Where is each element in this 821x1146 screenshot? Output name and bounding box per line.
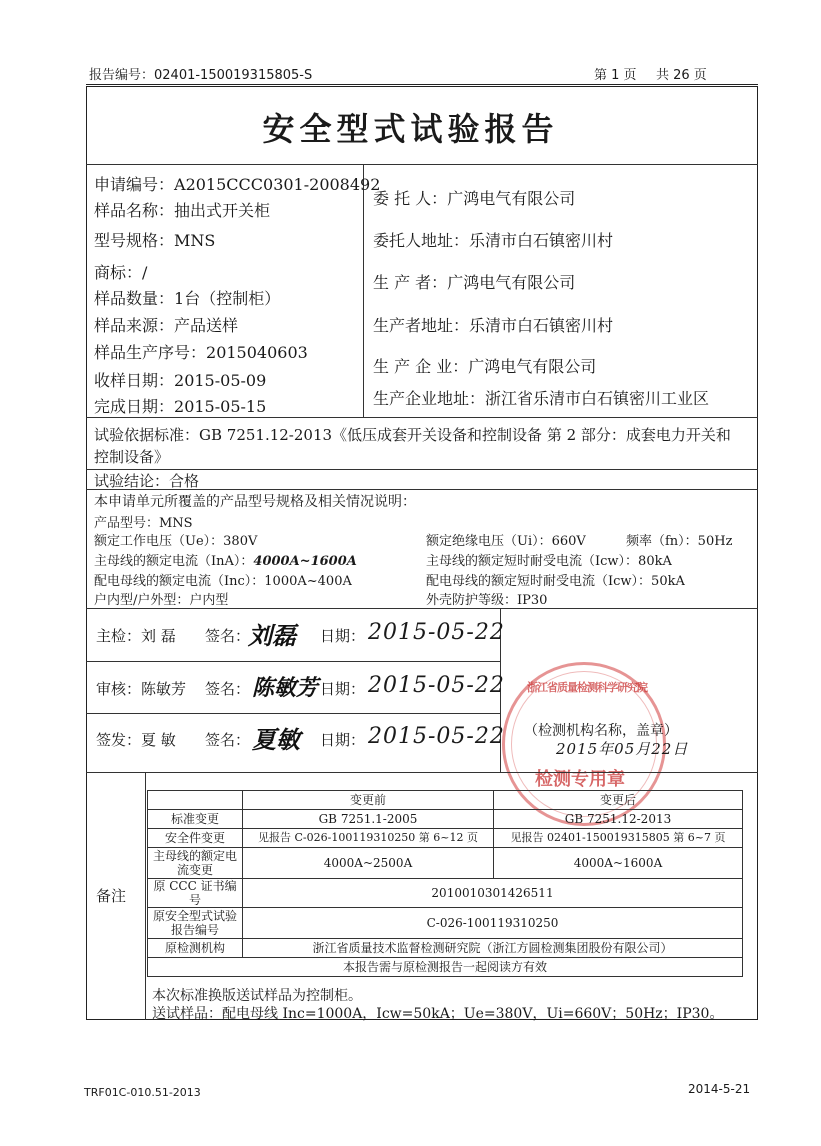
ccc-label: 原 CCC 证书编号 xyxy=(148,879,243,908)
inspector-date-label: 日期： xyxy=(320,627,366,645)
form-number: TRF01C-010.51-2013 xyxy=(84,1086,201,1099)
reviewer-date: 2015-05-22 xyxy=(368,673,505,698)
table-row xyxy=(148,810,743,829)
inspector-sign-label: 签名： xyxy=(205,627,251,645)
protection-level: 外壳防护等级：IP30 xyxy=(426,593,548,608)
table-row xyxy=(148,958,743,977)
row-label: 标准变更 xyxy=(148,810,243,829)
table-row xyxy=(148,939,743,958)
test-standard-line2: 控制设备》 xyxy=(94,448,170,466)
row-label: 安全件变更 xyxy=(148,829,243,848)
orig-org-label: 原检测机构 xyxy=(148,939,243,958)
insulation-voltage: 额定绝缘电压（Ui）：660V xyxy=(426,534,586,549)
ccc-value: 2010010301426511 xyxy=(243,879,743,908)
table-row xyxy=(148,908,743,939)
stamp-special: 检测专用章 xyxy=(535,769,625,790)
coverage-model: 产品型号：MNS xyxy=(94,516,193,531)
reviewer-sign-label: 签名： xyxy=(205,680,251,698)
change-table-header xyxy=(148,791,743,810)
title-rule xyxy=(86,164,758,165)
signature-rule xyxy=(86,772,758,773)
issuer-date-label: 日期： xyxy=(320,731,366,749)
reviewer-signature: 陈敏芳 xyxy=(252,675,319,701)
sample-quantity: 样品数量：1台（控制柜） xyxy=(94,289,281,308)
model-spec: 型号规格：MNS xyxy=(94,231,216,250)
inspector-role: 主检：刘 磊 xyxy=(96,627,176,645)
main-bus-withstand: 主母线的额定短时耐受电流（Icw）：80kA xyxy=(426,554,672,569)
test-standard-line1: 试验依据标准：GB 7251.12-2013《低压成套开关设备和控制设备 第 2 部分：成套电力开关和 xyxy=(94,426,731,444)
row-after: 4000A~1600A xyxy=(494,848,743,879)
table-row xyxy=(148,848,743,879)
apply-number: 申请编号：A2015CCC0301-2008492 xyxy=(94,175,381,194)
dist-bus-withstand: 配电母线的额定短时耐受电流（Icw）：50kA xyxy=(426,574,685,589)
dist-bus-current: 配电母线的额定电流（Inc）：1000A~400A xyxy=(94,574,352,589)
manufacturer-address: 生产企业地址：浙江省乐清市白石镇密川工业区 xyxy=(373,389,710,408)
rated-frequency: 频率（fn）：50Hz xyxy=(626,534,733,549)
sample-name: 样品名称：抽出式开关柜 xyxy=(94,201,271,220)
row-before: GB 7251.1-2005 xyxy=(243,810,494,829)
table-row xyxy=(148,829,743,848)
issuer-date: 2015-05-22 xyxy=(368,724,505,749)
change-table xyxy=(147,790,743,977)
report-title: 安全型式试验报告 xyxy=(262,110,559,148)
report-number: 报告编号：02401-150019315805-S xyxy=(89,68,313,83)
validity-note: 本报告需与原检测报告一起阅读方有效 xyxy=(148,958,743,977)
remarks-text-2: 送试样品：配电母线 Inc=1000A，Icw=50kA；Ue=380V，Ui=660V；50Hz；IP30。 xyxy=(152,1006,724,1022)
complete-date: 完成日期：2015-05-15 xyxy=(94,397,267,416)
sample-serial: 样品生产序号：2015040603 xyxy=(94,343,308,362)
header-before: 变更前 xyxy=(243,791,494,810)
producer: 生 产 者：广鸿电气有限公司 xyxy=(373,273,576,292)
client: 委 托 人：广鸿电气有限公司 xyxy=(373,189,576,208)
issuer-role: 签发：夏 敏 xyxy=(96,731,176,749)
row-before: 见报告 C-026-100119310250 第 6~12 页 xyxy=(243,829,494,848)
orig-org-value: 浙江省质量技术监督检测研究院（浙江方圆检测集团股份有限公司） xyxy=(243,939,743,958)
orig-report-value: C-026-100119310250 xyxy=(243,908,743,939)
page-total: 共 26 页 xyxy=(656,68,707,83)
row-label: 主母线的额定电流变更 xyxy=(148,848,243,879)
header-blank xyxy=(148,791,243,810)
inspector-signature: 刘磊 xyxy=(248,621,296,650)
inspector-date: 2015-05-22 xyxy=(368,620,505,645)
form-date: 2014-5-21 xyxy=(688,1082,751,1096)
row-after: 见报告 02401-150019315805 第 6~7 页 xyxy=(494,829,743,848)
info-rule xyxy=(86,417,758,418)
sig-rule-1 xyxy=(86,661,500,662)
conclusion-rule xyxy=(86,489,758,490)
producer-address: 生产者地址：乐清市白石镇密川村 xyxy=(373,316,614,335)
header-after: 变更后 xyxy=(494,791,743,810)
client-address: 委托人地址：乐清市白石镇密川村 xyxy=(373,231,614,250)
coverage-rule xyxy=(86,608,758,609)
stamp-org: 浙江省质量检测科学研究院 xyxy=(527,681,647,694)
manufacturer: 生 产 企 业：广鸿电气有限公司 xyxy=(373,357,597,376)
sample-source: 样品来源：产品送样 xyxy=(94,316,239,335)
table-row xyxy=(148,879,743,908)
rated-voltage: 额定工作电压（Ue）：380V xyxy=(94,534,258,549)
trademark: 商标：/ xyxy=(94,263,148,282)
sig-rule-2 xyxy=(86,713,500,714)
page-current: 第 1 页 xyxy=(594,68,637,83)
row-before: 4000A~2500A xyxy=(243,848,494,879)
info-divider xyxy=(363,164,364,417)
location-type: 户内型/户外型：户内型 xyxy=(94,593,229,608)
receive-date: 收样日期：2015-05-09 xyxy=(94,371,267,390)
coverage-heading: 本申请单元所覆盖的产品型号规格及相关情况说明： xyxy=(94,494,416,510)
main-bus-current: 主母线的额定电流（InA）：4000A~1600A xyxy=(94,554,357,569)
stamp-label: （检测机构名称，盖章） xyxy=(524,723,678,739)
orig-report-label: 原安全型式试验报告编号 xyxy=(148,908,243,939)
reviewer-role: 审核：陈敏芳 xyxy=(96,680,187,698)
issuer-signature: 夏敏 xyxy=(252,725,300,754)
remarks-text-1: 本次标准换版送试样品为控制柜。 xyxy=(152,988,362,1004)
reviewer-date-label: 日期： xyxy=(320,680,366,698)
row-after: GB 7251.12-2013 xyxy=(494,810,743,829)
stamp-date: 2015年05月22日 xyxy=(556,740,689,758)
remarks-label: 备注 xyxy=(96,887,127,905)
issuer-sign-label: 签名： xyxy=(205,731,251,749)
test-conclusion: 试验结论：合格 xyxy=(94,472,200,490)
remarks-divider xyxy=(145,772,146,1020)
header-rule xyxy=(86,84,758,85)
